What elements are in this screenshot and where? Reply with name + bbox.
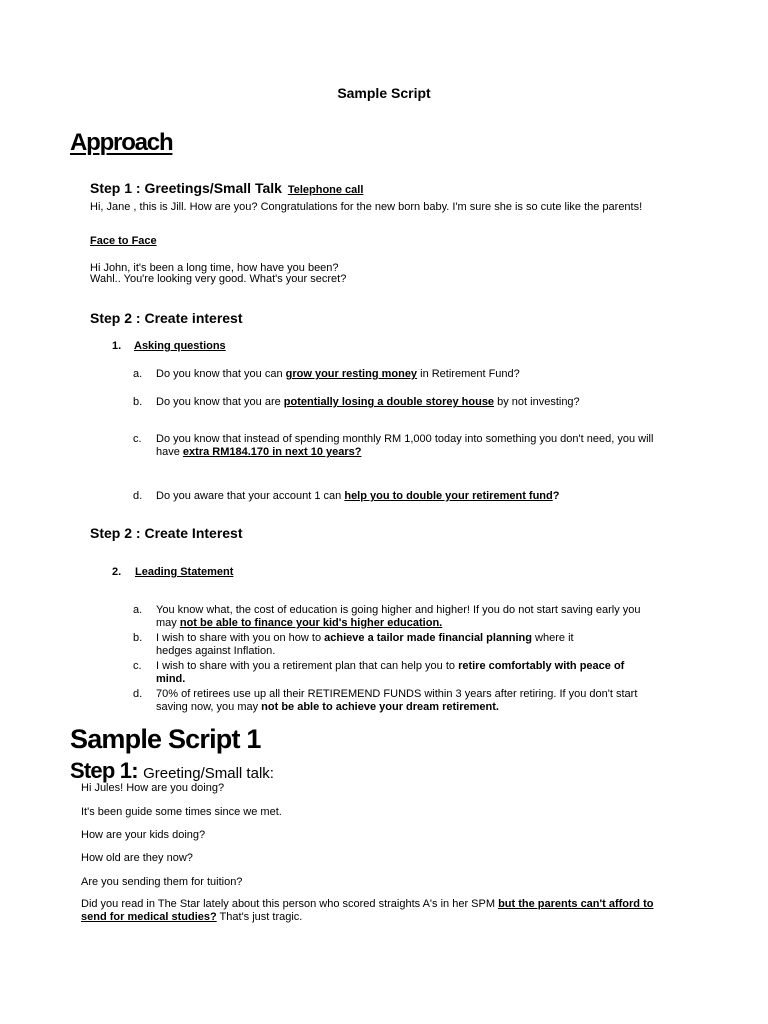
item-marker: d. [133,490,143,502]
question-item-b: Do you know that you are potentially losing a double storey house by not investing? [156,396,580,408]
statement-item-b: I wish to share with you on how to achieve a tailor made financial planning where it hedges against Inflation. [156,632,574,657]
script-line-last: Did you read in The Star lately about this person who scored straights A's in her SPM but the parents can't afford to send for medical studies? That's just tragic. [81,898,654,923]
sample-script-1-heading: Sample Script 1 [70,724,261,754]
question-item-a: Do you know that you can grow your resting money in Retirement Fund? [156,368,520,380]
approach-heading: Approach [70,129,173,156]
leading-statement-label: Leading Statement [135,566,234,578]
script-line: How old are they now? [81,852,193,864]
script-line: It's been guide some times since we met. [81,806,282,818]
script-line: Are you sending them for tuition? [81,876,243,888]
step2-interest-heading: Step 2 : Create Interest [90,525,243,541]
face-line-1: Hi John, it's been a long time, how have you been? [90,262,339,274]
face-line-2: Wahl.. You're looking very good. What's your secret? [90,273,347,285]
item-marker: c. [133,660,142,672]
item-marker: b. [133,632,143,644]
list-marker: 1. [112,340,122,352]
document-title: Sample Script [337,85,431,101]
list-marker: 2. [112,566,122,578]
item-marker: a. [133,368,143,380]
statement-item-c: I wish to share with you a retirement plan that can help you to retire comfortably with peace of mind. [156,660,625,685]
telephone-text: Hi, Jane , this is Jill. How are you? Congratulations for the new born baby. I'm sure she is so cute like the parents! [90,201,643,213]
script1-step-sub: Greeting/Small talk: [143,765,274,782]
script1-step-heading [70,758,274,784]
question-item-c: Do you know that instead of spending monthly RM 1,000 today into something you don't need, you will have extra RM184.170 in next 10 years? [156,433,654,458]
question-item-d: Do you aware that your account 1 can help you to double your retirement fund? [156,490,560,502]
item-marker: a. [133,604,143,616]
asking-questions-label: Asking questions [134,340,226,352]
statement-item-a: You know what, the cost of education is going higher and higher! If you do not start saving early you may not be able to finance your kid's higher education. [156,604,641,629]
item-marker: b. [133,396,143,408]
telephone-call-label: Telephone call [287,184,364,196]
script1-step-label: Step 1: [70,758,138,783]
script-line: How are your kids doing? [81,829,206,841]
statement-item-d: 70% of retirees use up all their RETIREMEND FUNDS within 3 years after retiring. If you don't start saving now, you may not be able to achieve your dream retirement. [156,688,638,713]
step2-heading: Step 2 : Create interest [90,310,243,326]
step1-heading-text: Step 1 : Greetings/Small Talk [90,180,282,196]
step1-heading [90,180,363,196]
face-to-face-label: Face to Face [90,235,157,247]
item-marker: d. [133,688,143,700]
item-marker: c. [133,433,142,445]
script-line: Hi Jules! How are you doing? [81,782,225,794]
